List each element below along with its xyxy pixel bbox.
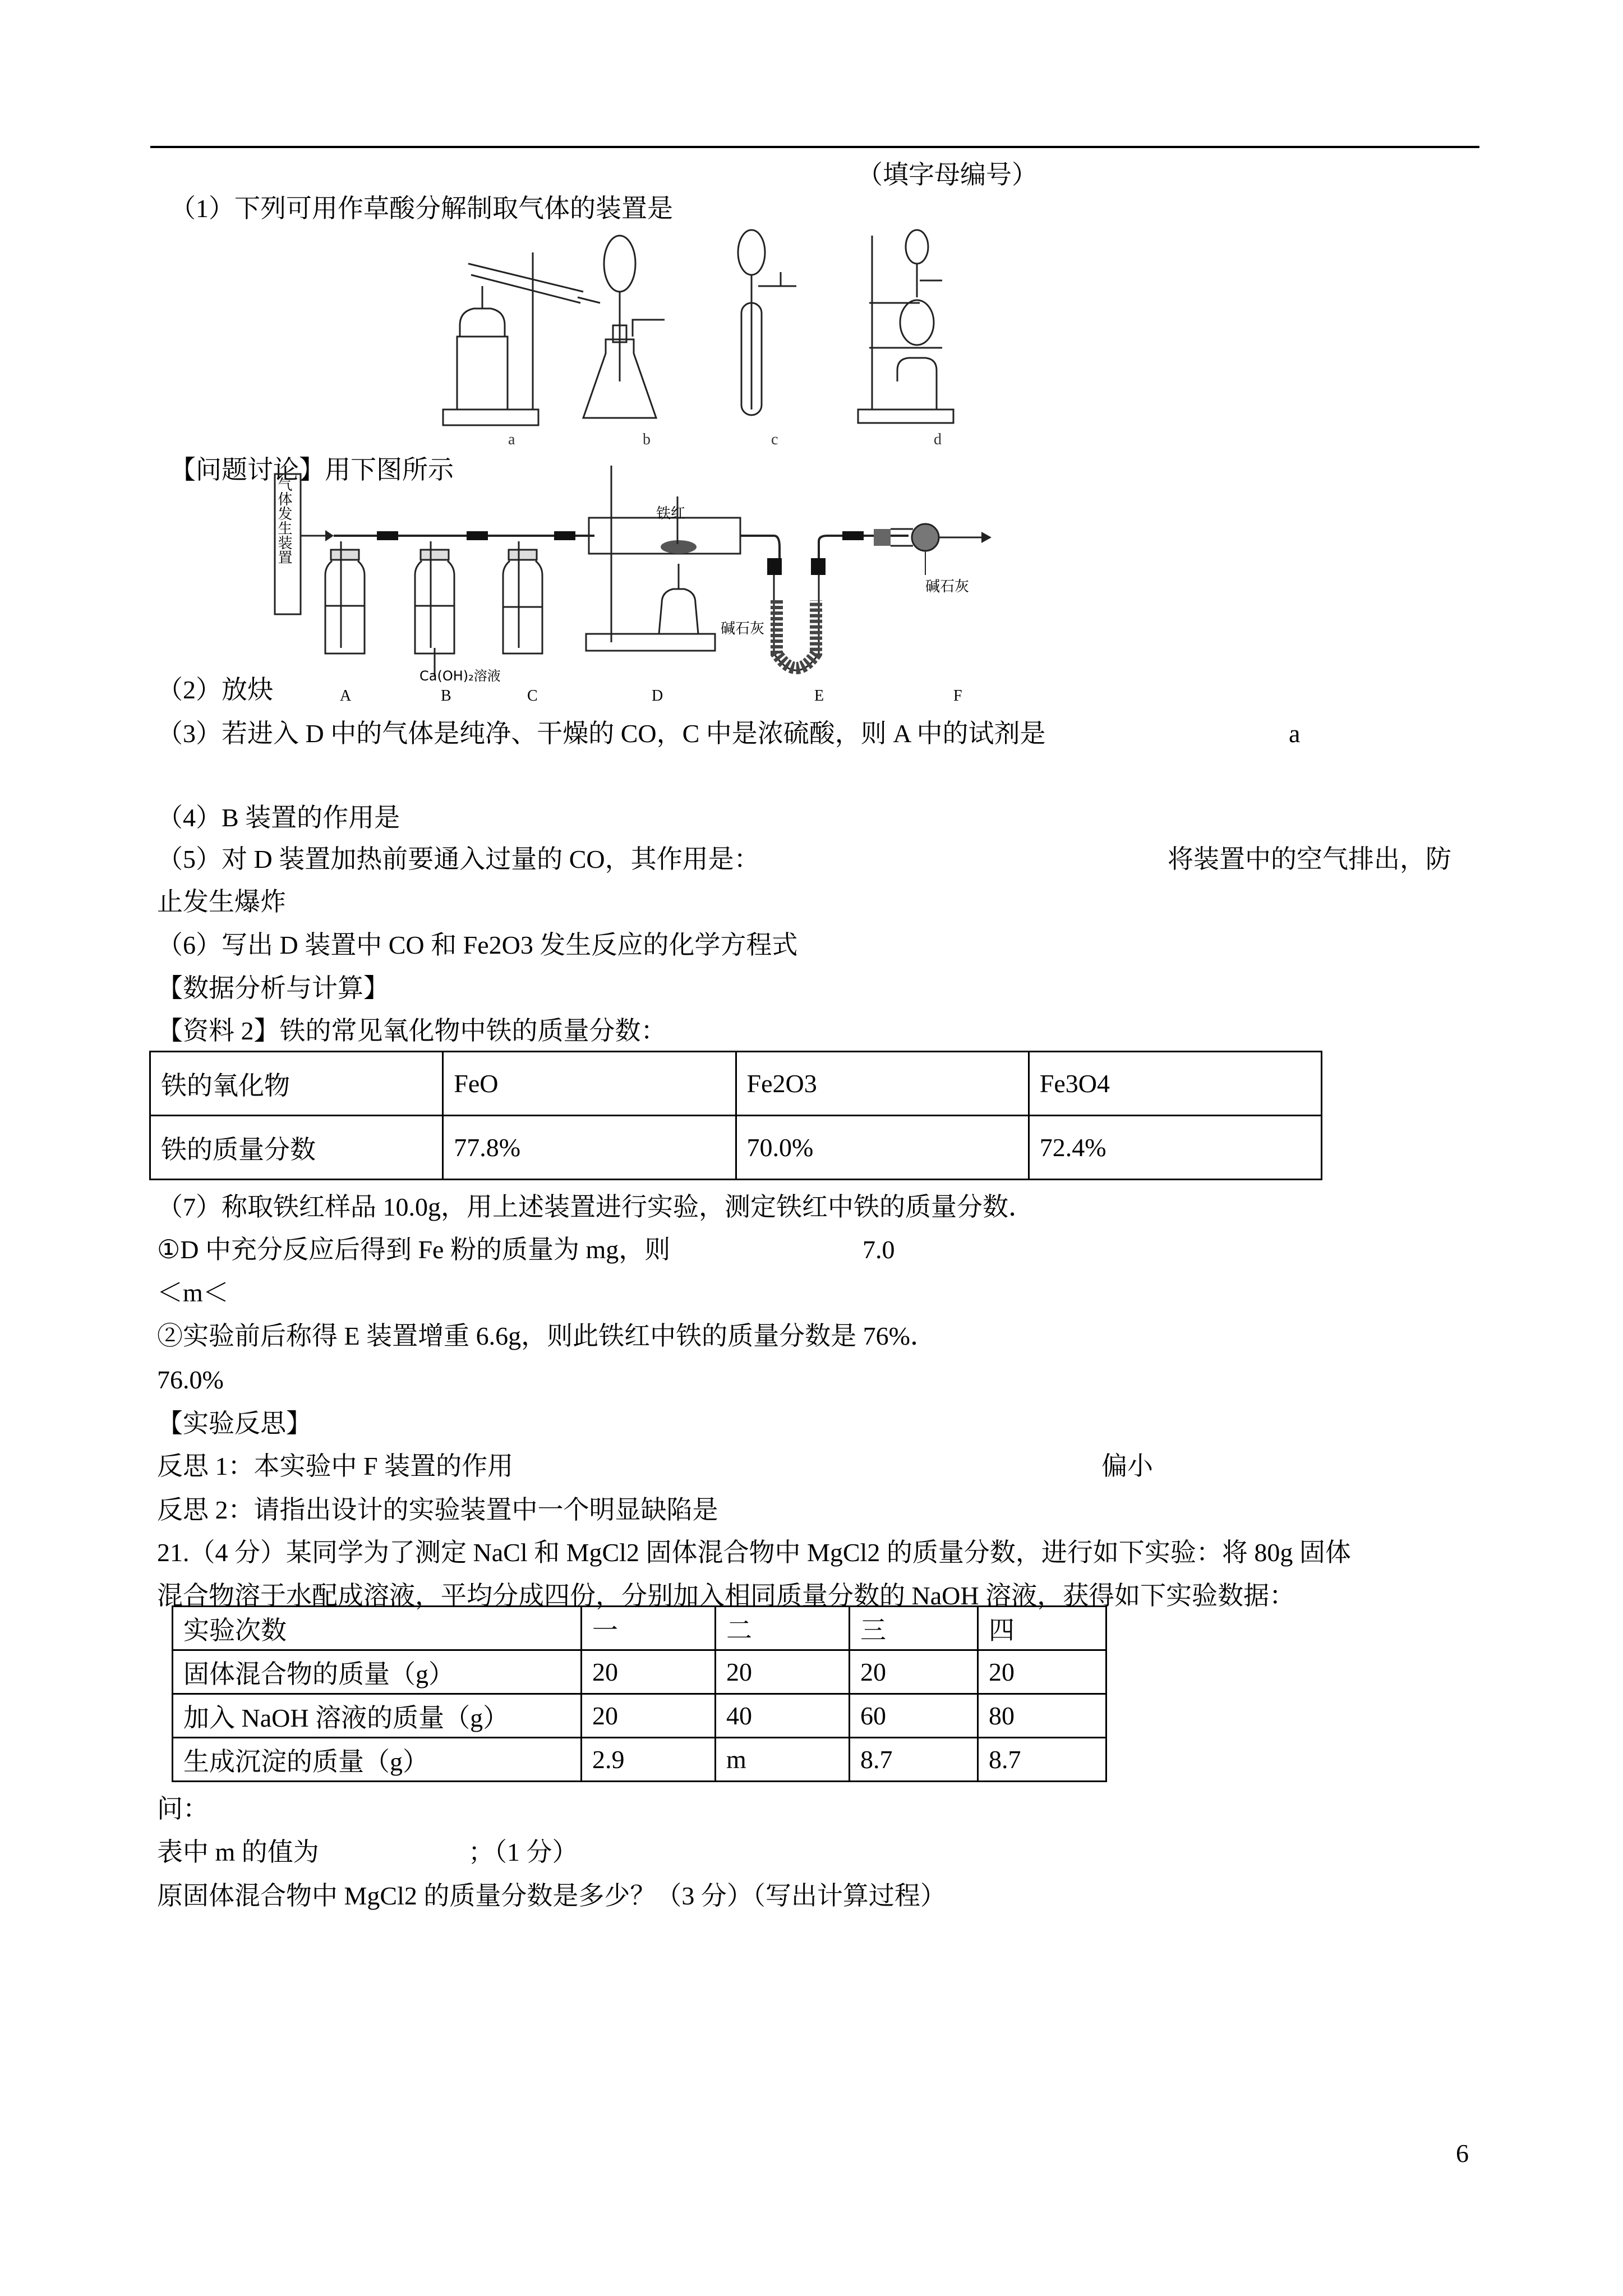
outlet-arrow-icon bbox=[981, 532, 992, 543]
unit-label-c: C bbox=[527, 687, 538, 705]
table-row bbox=[173, 1607, 1106, 1650]
q21-ask: 问： bbox=[157, 1795, 209, 1823]
table-cell: 60 bbox=[850, 1694, 978, 1738]
table-cell: 70.0% bbox=[736, 1116, 1029, 1180]
iron-red-label: 铁红 bbox=[656, 505, 686, 522]
table-cell: 40 bbox=[716, 1694, 850, 1738]
apparatus-d bbox=[858, 230, 953, 423]
figure-label-c: c bbox=[771, 431, 778, 448]
q1-text: （1）下列可用作草酸分解制取气体的装置是 bbox=[170, 194, 673, 223]
unit-label-a: A bbox=[340, 687, 352, 705]
u-tube-e bbox=[767, 558, 826, 670]
table-cell: FeO bbox=[443, 1052, 736, 1116]
reflection-2: 反思 2：请指出设计的实验装置中一个明显缺陷是 bbox=[157, 1496, 718, 1524]
unit-label-e: E bbox=[814, 687, 824, 705]
table-cell: 四 bbox=[978, 1607, 1106, 1650]
table-cell: m bbox=[716, 1738, 850, 1782]
figure-label-d: d bbox=[934, 431, 942, 448]
gas-source-label: 气体发生装置 bbox=[275, 477, 292, 564]
q5-text: （5）对 D 装置加热前要通入过量的 CO，其作用是： bbox=[157, 845, 760, 873]
q6-text: （6）写出 D 装置中 CO 和 Fe2O3 发生反应的化学方程式 bbox=[157, 931, 798, 959]
inlet-arrow-icon bbox=[325, 530, 334, 541]
discussion-heading-text: 【问题讨论】用下图所示 bbox=[170, 455, 454, 484]
data-analysis-heading: 【数据分析与计算】 bbox=[157, 974, 389, 1002]
table-cell: 20 bbox=[582, 1694, 716, 1738]
q21-line1: 21.（4 分）某同学为了测定 NaCl 和 MgCl2 固体混合物中 MgCl2 的质量分数，进行如下实验：将 80g 固体 bbox=[157, 1538, 1351, 1567]
apparatus-c bbox=[738, 230, 796, 415]
figure-label-b: b bbox=[643, 431, 651, 448]
table-cell: 20 bbox=[978, 1650, 1106, 1694]
table-cell: 二 bbox=[716, 1607, 850, 1650]
q7-text: （7）称取铁红样品 10.0g，用上述装置进行实验，测定铁红中铁的质量分数． bbox=[157, 1193, 1034, 1221]
q4-text: （4）B 装置的作用是 bbox=[157, 803, 400, 832]
drying-tube-f bbox=[874, 524, 992, 575]
table-cell: 固体混合物的质量（g） bbox=[173, 1650, 582, 1694]
table-cell: 生成沉淀的质量（g） bbox=[173, 1738, 582, 1782]
table-cell: 铁的质量分数 bbox=[150, 1116, 443, 1180]
q3-answer: a bbox=[1289, 719, 1301, 748]
reflection-1-answer: 偏小 bbox=[1101, 1452, 1153, 1480]
q7-part1-answer: 7.0 bbox=[863, 1235, 895, 1264]
figure-gas-apparatus-options bbox=[426, 219, 1032, 454]
apparatus-a bbox=[443, 252, 600, 425]
table-cell: 20 bbox=[716, 1650, 850, 1694]
wash-bottle-b bbox=[415, 541, 454, 676]
reflection-1: 反思 1：本实验中 F 装置的作用 bbox=[157, 1452, 514, 1480]
table-cell: 三 bbox=[850, 1607, 978, 1650]
table-row bbox=[173, 1694, 1106, 1738]
q21-sub1: 表中 m 的值为 bbox=[157, 1838, 319, 1866]
table-cell: 77.8% bbox=[443, 1116, 736, 1180]
unit-label-d: D bbox=[652, 687, 663, 705]
table-cell: 20 bbox=[850, 1650, 978, 1694]
page-number: 6 bbox=[1456, 2139, 1469, 2168]
q7-part2-answer: 76.0% bbox=[157, 1365, 224, 1394]
table-row bbox=[173, 1738, 1106, 1782]
q1-hint: （填字母编号） bbox=[857, 160, 1038, 189]
table-cell: 80 bbox=[978, 1694, 1106, 1738]
table-cell: Fe3O4 bbox=[1029, 1052, 1321, 1116]
table-cell: 一 bbox=[582, 1607, 716, 1650]
soda-lime-label-f: 碱石灰 bbox=[925, 578, 970, 595]
table-cell: 加入 NaOH 溶液的质量（g） bbox=[173, 1694, 582, 1738]
q21-sub1-score: ；（1 分） bbox=[468, 1838, 578, 1866]
q21-line2: 混合物溶于水配成溶液，平均分成四份，分别加入相同质量分数的 NaOH 溶液，获得如下实验数据： bbox=[157, 1581, 1295, 1610]
table-cell: 铁的氧化物 bbox=[150, 1052, 443, 1116]
q5-answer: 将装置中的空气排出，防 bbox=[1168, 845, 1451, 873]
table-cell: 8.7 bbox=[978, 1738, 1106, 1782]
iron-oxide-table bbox=[149, 1051, 1322, 1180]
q21-sub2: 原固体混合物中 MgCl2 的质量分数是多少？（3 分）（写出计算过程） bbox=[157, 1881, 946, 1910]
table-cell: 72.4% bbox=[1029, 1116, 1321, 1180]
table-row bbox=[150, 1052, 1322, 1116]
figure-label-a: a bbox=[508, 431, 515, 448]
unit-label-b: B bbox=[441, 687, 451, 705]
caoh2-label: Ca(OH)₂溶液 bbox=[419, 668, 501, 684]
q2-text: （2）放炔 bbox=[157, 675, 273, 704]
table-cell: Fe2O3 bbox=[736, 1052, 1029, 1116]
wash-bottle-a bbox=[325, 541, 365, 654]
table-cell: 8.7 bbox=[850, 1738, 978, 1782]
reflection-heading: 【实验反思】 bbox=[157, 1409, 312, 1438]
wash-bottle-c bbox=[503, 541, 542, 654]
table-cell: 实验次数 bbox=[173, 1607, 582, 1650]
unit-label-f: F bbox=[953, 687, 962, 705]
q7-part1-continuation: ＜m＜ bbox=[157, 1278, 229, 1307]
table-cell: 20 bbox=[582, 1650, 716, 1694]
apparatus-b bbox=[583, 236, 665, 418]
table-cell: 2.9 bbox=[582, 1738, 716, 1782]
table-row bbox=[150, 1116, 1322, 1180]
material2-heading: 【资料 2】铁的常见氧化物中铁的质量分数： bbox=[157, 1016, 667, 1045]
q7-part1: ①D 中充分反应后得到 Fe 粉的质量为 mg，则 bbox=[157, 1235, 671, 1264]
soda-lime-label-e: 碱石灰 bbox=[721, 620, 765, 637]
experiment-data-table bbox=[172, 1605, 1107, 1782]
q1-line bbox=[157, 158, 673, 226]
reaction-tube-d bbox=[586, 466, 740, 651]
q7-part2: ②实验前后称得 E 装置增重 6.6g，则此铁红中铁的质量分数是 76%． bbox=[157, 1322, 936, 1350]
table-row bbox=[173, 1650, 1106, 1694]
q3-text: （3）若进入 D 中的气体是纯净、干燥的 CO，C 中是浓硫酸，则 A 中的试剂是 bbox=[157, 719, 1046, 748]
header-rule bbox=[150, 146, 1479, 148]
q5-continuation: 止发生爆炸 bbox=[157, 887, 286, 916]
